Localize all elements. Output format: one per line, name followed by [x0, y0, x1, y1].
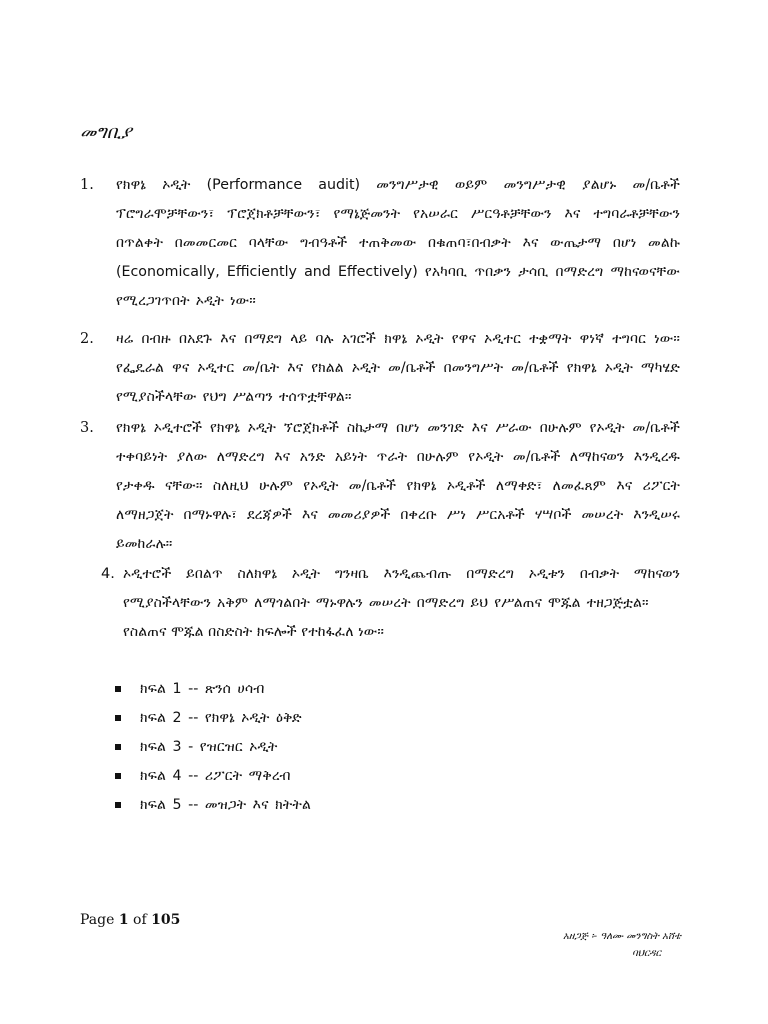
paragraph-text: የክዋኔ ኦዲት (Performance audit) መንግሥታዊ ወይም መንግሥታዊ ያልሆኑ መ/ቤቶች ፕሮግራሞቻቸውን፣ ፕሮጀክቶቻቸውን፣ የማኔጅመንት የአሠራር ሥርዓቶቻቸውን እና ተግባራቶቻቸውን በጥልቀት በመመርመር ባላቸው ግብዓቶች ተጠቅመው በቁጠባ፣በብቃት እና ውጤታማ በሆነ መልኩ (Economically, Efficiently and Effectively) የአካባቢ ጥበቃን ታሳቢ በማድረግ ማከናወናቸው የሚረጋገጥበት ኦዲት ነው። — [116, 177, 680, 309]
square-bullet-icon — [115, 744, 121, 750]
square-bullet-icon — [115, 773, 121, 779]
page-current: 1 — [118, 912, 129, 928]
author-name: አዘጋጅ ፡- ዓለሙ መንግስት አሸቴ — [563, 931, 681, 942]
section-list — [112, 675, 311, 820]
paragraph-number: 4. — [101, 566, 115, 582]
list-item — [112, 704, 311, 733]
page-of: of — [128, 912, 152, 928]
paragraph-text: የክዋኔ ኦዲተሮች የክዋኔ ኦዲት ኘሮጀክቶች ስኬታማ በሆነ መንገድ እና ሥራው በሁሉም የኦዲት መ/ቤቶች ተቀባይነት ያለው ለማድረግ እና አንድ አይነት ጥራት በሁሉም የኦዲት መ/ቤቶች ለማከናወን እንዲረዱ የታቀዱ ናቸው። ስለዚህ ሁሉም የኦዲት መ/ቤቶች የክዋኔ ኦዲቶች ለማቀድ፣ ለመፈጸም እና ሪፖርት ለማዘጋጀት በማኑዋሉ፣ ደረጃዎች እና መመሪያዎች በቀረቡ ሥነ ሥርአቶች ሃሣቦች መሠረት እንዲሠሩ ይመከራሉ። — [116, 420, 680, 552]
paragraph-number: 2. — [80, 331, 94, 347]
module-summary: የስልጠና ሞጁል በስድስት ክፍሎች የተከፋፈለ ነው። — [123, 624, 385, 640]
list-item — [112, 791, 311, 820]
list-item-text: ክፍል 3 - የዝርዝር ኦዲት — [140, 739, 278, 755]
list-item — [112, 762, 311, 791]
list-item-text: ክፍል 4 -- ሪፖርት ማቅረብ — [140, 768, 291, 784]
paragraph-number: 1. — [80, 177, 94, 193]
paragraph-2 — [80, 325, 680, 412]
list-item — [112, 733, 311, 762]
paragraph-text: ኦዲተሮች ይበልጥ ስለክዋኔ ኦዲት ግንዛቤ እንዲጨብጡ በማድረግ ኦዲቱን በብቃት ማከናወን የሚያስችላቸውን አቅም ለማጎልበት ማኑዋሉን መሠረት በማድረግ ይህ የሥልጠና ሞጁል ተዘጋጅቷል። — [123, 566, 680, 611]
section-heading: መግቢያ — [80, 122, 132, 143]
author-location: ባህርዳር — [631, 948, 661, 959]
paragraph-4 — [101, 560, 680, 647]
author-credit — [506, 928, 681, 962]
list-item-text: ክፍል 5 -- መዝጋት እና ክትትል — [140, 797, 311, 813]
paragraph-3 — [80, 414, 680, 559]
page-prefix: Page — [80, 912, 119, 928]
page-number — [80, 912, 180, 928]
page-total: 105 — [151, 912, 181, 928]
square-bullet-icon — [115, 715, 121, 721]
paragraph-1 — [80, 171, 680, 316]
square-bullet-icon — [115, 686, 121, 692]
paragraph-number: 3. — [80, 420, 94, 436]
paragraph-text: ዛሬ በብዙ በአደጉ እና በማደግ ላይ ባሉ አገሮች ክዋኔ ኦዲት የዋና ኦዲተር ተቋማት ዋነኛ ተግባር ነው። የፌዴራል ዋና ኦዲተር መ/ቤት እና የክልል ኦዲት መ/ቤቶች በመንግሥት መ/ቤቶች የክዋኔ ኦዲት ማካሄድ የሚያስችላቸው የህግ ሥልጣን ተሰጥቷቸዋል። — [116, 331, 680, 405]
list-item-text: ክፍል 1 -- ጽንሰ ሀሳብ — [140, 681, 265, 697]
square-bullet-icon — [115, 802, 121, 808]
list-item-text: ክፍል 2 -- የክዋኔ ኦዲት ዕቅድ — [140, 710, 302, 726]
list-item — [112, 675, 311, 704]
